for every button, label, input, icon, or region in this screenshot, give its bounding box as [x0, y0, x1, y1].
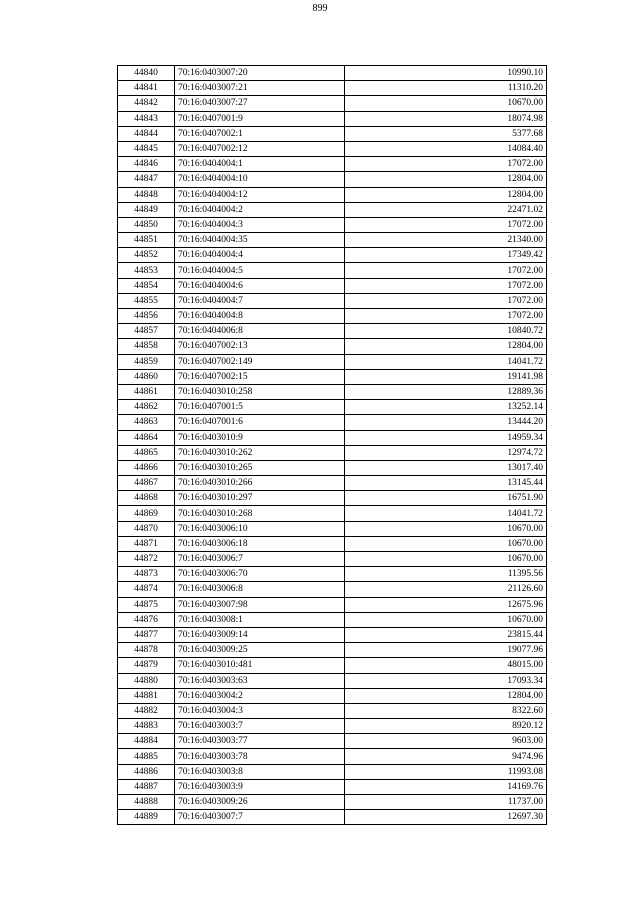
cadastral-number-cell: 70:16:0407001:9 [175, 111, 345, 126]
cadastral-number-cell: 70:16:0403010:9 [175, 430, 345, 445]
table-row [118, 582, 547, 597]
row-number-cell: 44877 [118, 627, 175, 642]
value-cell: 10990.10 [345, 66, 547, 81]
value-cell: 17349.42 [345, 248, 547, 263]
value-cell: 11395.56 [345, 567, 547, 582]
row-number-cell: 44875 [118, 597, 175, 612]
table-row [118, 552, 547, 567]
cadastral-number-cell: 70:16:0403009:14 [175, 627, 345, 642]
row-number-cell: 44850 [118, 217, 175, 232]
cadastral-number-cell: 70:16:0403007:98 [175, 597, 345, 612]
row-number-cell: 44859 [118, 354, 175, 369]
table-row [118, 263, 547, 278]
table-row [118, 734, 547, 749]
cadastral-number-cell: 70:16:0403007:20 [175, 66, 345, 81]
row-number-cell: 44847 [118, 172, 175, 187]
row-number-cell: 44840 [118, 66, 175, 81]
row-number-cell: 44866 [118, 460, 175, 475]
table-row [118, 506, 547, 521]
row-number-cell: 44857 [118, 324, 175, 339]
cadastral-number-cell: 70:16:0404004:5 [175, 263, 345, 278]
value-cell: 5377.68 [345, 126, 547, 141]
cadastral-number-cell: 70:16:0403006:8 [175, 582, 345, 597]
cadastral-number-cell: 70:16:0404004:6 [175, 278, 345, 293]
table-row [118, 369, 547, 384]
cadastral-number-cell: 70:16:0403003:78 [175, 749, 345, 764]
value-cell: 10670.00 [345, 612, 547, 627]
cadastral-number-cell: 70:16:0404004:35 [175, 233, 345, 248]
cadastral-number-cell: 70:16:0404004:7 [175, 293, 345, 308]
value-cell: 13444.20 [345, 415, 547, 430]
cadastral-number-cell: 70:16:0403010:481 [175, 658, 345, 673]
table-row [118, 415, 547, 430]
row-number-cell: 44884 [118, 734, 175, 749]
value-cell: 9603.00 [345, 734, 547, 749]
table-row [118, 521, 547, 536]
cadastral-number-cell: 70:16:0403010:297 [175, 491, 345, 506]
table-row [118, 126, 547, 141]
row-number-cell: 44841 [118, 81, 175, 96]
table-row [118, 658, 547, 673]
value-cell: 17072.00 [345, 263, 547, 278]
row-number-cell: 44883 [118, 719, 175, 734]
row-number-cell: 44860 [118, 369, 175, 384]
table-row [118, 795, 547, 810]
cadastral-number-cell: 70:16:0404004:10 [175, 172, 345, 187]
cadastral-number-cell: 70:16:0403010:266 [175, 476, 345, 491]
row-number-cell: 44880 [118, 673, 175, 688]
value-cell: 17072.00 [345, 157, 547, 172]
table-row [118, 445, 547, 460]
cadastral-number-cell: 70:16:0403003:9 [175, 779, 345, 794]
row-number-cell: 44854 [118, 278, 175, 293]
cadastral-number-cell: 70:16:0403010:265 [175, 460, 345, 475]
cadastral-number-cell: 70:16:0404004:3 [175, 217, 345, 232]
cadastral-number-cell: 70:16:0403008:1 [175, 612, 345, 627]
cadastral-number-cell: 70:16:0403010:268 [175, 506, 345, 521]
cadastral-number-cell: 70:16:0407001:5 [175, 400, 345, 415]
page-number: 899 [312, 3, 328, 14]
value-cell: 11993.08 [345, 764, 547, 779]
row-number-cell: 44863 [118, 415, 175, 430]
cadastral-number-cell: 70:16:0404004:8 [175, 309, 345, 324]
cadastral-number-cell: 70:16:0404004:4 [175, 248, 345, 263]
table-row [118, 460, 547, 475]
row-number-cell: 44856 [118, 309, 175, 324]
value-cell: 14041.72 [345, 506, 547, 521]
value-cell: 11310.20 [345, 81, 547, 96]
table-body [118, 66, 547, 825]
value-cell: 48015.00 [345, 658, 547, 673]
table-row [118, 779, 547, 794]
table-row [118, 217, 547, 232]
value-cell: 18074.98 [345, 111, 547, 126]
row-number-cell: 44867 [118, 476, 175, 491]
cadastral-number-cell: 70:16:0404004:2 [175, 202, 345, 217]
value-cell: 12889.36 [345, 384, 547, 399]
value-cell: 12697.30 [345, 810, 547, 825]
table-row [118, 354, 547, 369]
value-cell: 13145.44 [345, 476, 547, 491]
row-number-cell: 44843 [118, 111, 175, 126]
cadastral-number-cell: 70:16:0407002:149 [175, 354, 345, 369]
cadastral-number-cell: 70:16:0403003:7 [175, 719, 345, 734]
value-cell: 22471.02 [345, 202, 547, 217]
cadastral-number-cell: 70:16:0407001:6 [175, 415, 345, 430]
row-number-cell: 44851 [118, 233, 175, 248]
table-row [118, 810, 547, 825]
row-number-cell: 44844 [118, 126, 175, 141]
row-number-cell: 44848 [118, 187, 175, 202]
table-row [118, 749, 547, 764]
row-number-cell: 44885 [118, 749, 175, 764]
value-cell: 16751.90 [345, 491, 547, 506]
table-row [118, 612, 547, 627]
row-number-cell: 44873 [118, 567, 175, 582]
table-row [118, 703, 547, 718]
row-number-cell: 44862 [118, 400, 175, 415]
value-cell: 8920.12 [345, 719, 547, 734]
table-row [118, 293, 547, 308]
cadastral-number-cell: 70:16:0403006:70 [175, 567, 345, 582]
value-cell: 14959.34 [345, 430, 547, 445]
row-number-cell: 44874 [118, 582, 175, 597]
table-row [118, 141, 547, 156]
value-cell: 11737.00 [345, 795, 547, 810]
table-row [118, 430, 547, 445]
cadastral-number-cell: 70:16:0403003:63 [175, 673, 345, 688]
cadastral-number-cell: 70:16:0403004:3 [175, 703, 345, 718]
table-row [118, 339, 547, 354]
table-row [118, 187, 547, 202]
row-number-cell: 44846 [118, 157, 175, 172]
table-row [118, 536, 547, 551]
table-row [118, 111, 547, 126]
row-number-cell: 44879 [118, 658, 175, 673]
row-number-cell: 44882 [118, 703, 175, 718]
value-cell: 10670.00 [345, 96, 547, 111]
row-number-cell: 44845 [118, 141, 175, 156]
row-number-cell: 44868 [118, 491, 175, 506]
table-row [118, 384, 547, 399]
row-number-cell: 44864 [118, 430, 175, 445]
row-number-cell: 44853 [118, 263, 175, 278]
value-cell: 17093.34 [345, 673, 547, 688]
row-number-cell: 44876 [118, 612, 175, 627]
table-row [118, 202, 547, 217]
row-number-cell: 44869 [118, 506, 175, 521]
value-cell: 17072.00 [345, 309, 547, 324]
cadastral-number-cell: 70:16:0403009:25 [175, 643, 345, 658]
table-row [118, 627, 547, 642]
row-number-cell: 44881 [118, 688, 175, 703]
table-row [118, 673, 547, 688]
table-row [118, 764, 547, 779]
value-cell: 10670.00 [345, 552, 547, 567]
value-cell: 17072.00 [345, 278, 547, 293]
value-cell: 10670.00 [345, 521, 547, 536]
value-cell: 10840.72 [345, 324, 547, 339]
row-number-cell: 44855 [118, 293, 175, 308]
table-row [118, 157, 547, 172]
value-cell: 17072.00 [345, 293, 547, 308]
cadastral-number-cell: 70:16:0403003:8 [175, 764, 345, 779]
table-row [118, 688, 547, 703]
table-row [118, 597, 547, 612]
table-row [118, 278, 547, 293]
cadastral-number-cell: 70:16:0407002:12 [175, 141, 345, 156]
table-row [118, 172, 547, 187]
row-number-cell: 44871 [118, 536, 175, 551]
table-row [118, 567, 547, 582]
table-row [118, 400, 547, 415]
cadastral-number-cell: 70:16:0403010:258 [175, 384, 345, 399]
value-cell: 8322.60 [345, 703, 547, 718]
table-row [118, 66, 547, 81]
cadastral-number-cell: 70:16:0403009:26 [175, 795, 345, 810]
table-row [118, 233, 547, 248]
value-cell: 12804.00 [345, 172, 547, 187]
value-cell: 17072.00 [345, 217, 547, 232]
row-number-cell: 44870 [118, 521, 175, 536]
row-number-cell: 44849 [118, 202, 175, 217]
cadastral-number-cell: 70:16:0403003:77 [175, 734, 345, 749]
value-cell: 14041.72 [345, 354, 547, 369]
value-cell: 19077.96 [345, 643, 547, 658]
cadastral-number-cell: 70:16:0407002:15 [175, 369, 345, 384]
cadastral-number-cell: 70:16:0403006:7 [175, 552, 345, 567]
table-row [118, 96, 547, 111]
value-cell: 14169.76 [345, 779, 547, 794]
table-row [118, 309, 547, 324]
cadastral-value-table [117, 65, 547, 825]
value-cell: 12804.00 [345, 339, 547, 354]
table-row [118, 643, 547, 658]
table-row [118, 81, 547, 96]
cadastral-number-cell: 70:16:0403007:21 [175, 81, 345, 96]
value-cell: 12675.96 [345, 597, 547, 612]
cadastral-number-cell: 70:16:0404004:1 [175, 157, 345, 172]
value-cell: 13252.14 [345, 400, 547, 415]
row-number-cell: 44872 [118, 552, 175, 567]
table-row [118, 324, 547, 339]
table-row [118, 248, 547, 263]
value-cell: 21126.60 [345, 582, 547, 597]
table-row [118, 719, 547, 734]
row-number-cell: 44887 [118, 779, 175, 794]
row-number-cell: 44878 [118, 643, 175, 658]
cadastral-number-cell: 70:16:0404006:8 [175, 324, 345, 339]
row-number-cell: 44865 [118, 445, 175, 460]
cadastral-number-cell: 70:16:0407002:13 [175, 339, 345, 354]
cadastral-number-cell: 70:16:0403007:7 [175, 810, 345, 825]
value-cell: 13017.40 [345, 460, 547, 475]
table-row [118, 476, 547, 491]
cadastral-number-cell: 70:16:0403006:10 [175, 521, 345, 536]
cadastral-number-cell: 70:16:0404004:12 [175, 187, 345, 202]
row-number-cell: 44861 [118, 384, 175, 399]
row-number-cell: 44842 [118, 96, 175, 111]
value-cell: 10670.00 [345, 536, 547, 551]
cadastral-number-cell: 70:16:0403010:262 [175, 445, 345, 460]
row-number-cell: 44886 [118, 764, 175, 779]
value-cell: 14084.40 [345, 141, 547, 156]
value-cell: 23815.44 [345, 627, 547, 642]
row-number-cell: 44858 [118, 339, 175, 354]
value-cell: 12804.00 [345, 187, 547, 202]
value-cell: 12804.00 [345, 688, 547, 703]
value-cell: 12974.72 [345, 445, 547, 460]
cadastral-number-cell: 70:16:0403004:2 [175, 688, 345, 703]
table-row [118, 491, 547, 506]
cadastral-number-cell: 70:16:0403007:27 [175, 96, 345, 111]
value-cell: 21340.00 [345, 233, 547, 248]
row-number-cell: 44889 [118, 810, 175, 825]
value-cell: 9474.96 [345, 749, 547, 764]
row-number-cell: 44852 [118, 248, 175, 263]
cadastral-number-cell: 70:16:0407002:1 [175, 126, 345, 141]
cadastral-number-cell: 70:16:0403006:18 [175, 536, 345, 551]
row-number-cell: 44888 [118, 795, 175, 810]
value-cell: 19141.98 [345, 369, 547, 384]
